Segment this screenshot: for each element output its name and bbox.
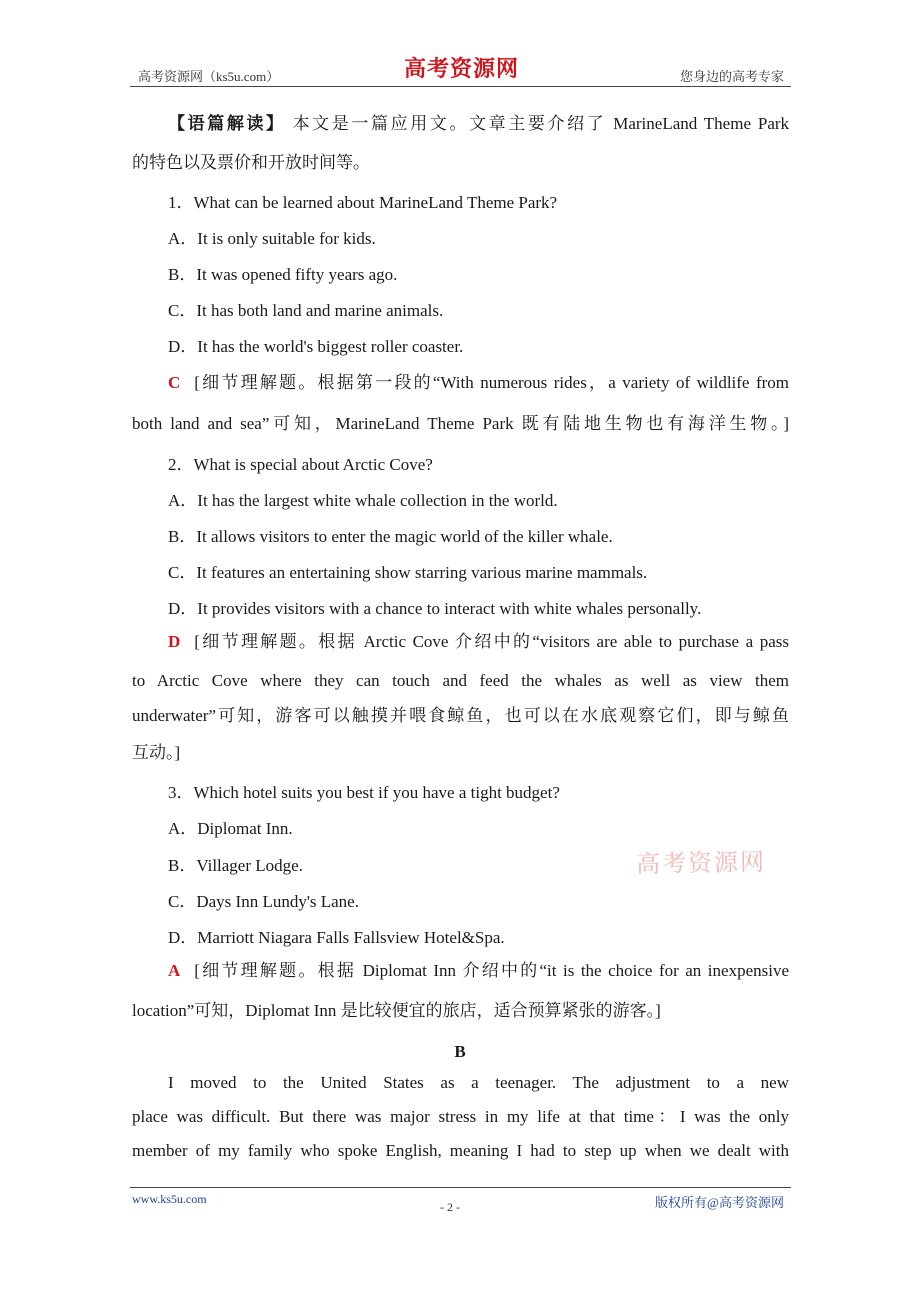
q3-option-c: C．Days Inn Lundy's Lane. bbox=[168, 892, 359, 911]
q3-option-a: A．Diplomat Inn. bbox=[168, 819, 293, 838]
section-b-title: B bbox=[454, 1042, 466, 1061]
q1-option-b: B．It was opened fifty years ago. bbox=[168, 265, 398, 284]
q2-explanation-4: 互动。] bbox=[132, 743, 181, 762]
page-number: - 2 - bbox=[440, 1200, 460, 1214]
q2-explanation-1 bbox=[168, 631, 789, 653]
header-logo: 高考资源网 bbox=[404, 56, 520, 81]
q2-answer: D bbox=[168, 632, 181, 651]
q3-option-d: D．Marriott Niagara Falls Fallsview Hotel&Spa. bbox=[168, 928, 505, 947]
q2-option-a: A．It has the largest white whale collection in the world. bbox=[168, 491, 558, 510]
q1-explanation-1 bbox=[168, 372, 789, 394]
section-b-line-3: member of my family who spoke English, meaning I had to step up when we dealt with bbox=[132, 1141, 789, 1160]
intro-line-2: 的特色以及票价和开放时间等。 bbox=[132, 153, 370, 172]
header-site-name: 高考资源网（ks5u.com） bbox=[138, 69, 280, 84]
intro-line-1 bbox=[168, 113, 789, 135]
section-b-line-1: I moved to the United States as a teenager. The adjustment to a new bbox=[168, 1073, 789, 1092]
q2-explanation-2: to Arctic Cove where they can touch and feed the whales as well as view them bbox=[132, 671, 789, 690]
q3-explanation-2: location”可知，Diplomat Inn 是比较便宜的旅店，适合预算紧张的游客。] bbox=[132, 1001, 661, 1020]
footer-copyright: 版权所有@高考资源网 bbox=[655, 1195, 784, 1210]
section-b-line-2: place was difficult. But there was major stress in my life at that time：I was the only bbox=[132, 1107, 789, 1126]
q1-answer: C bbox=[168, 373, 181, 392]
q2-explanation-3: underwater”可知，游客可以触摸并喂食鲸鱼，也可以在水底观察它们，即与鲸鱼 bbox=[132, 706, 789, 725]
intro-label: 【语篇解读】 bbox=[168, 114, 286, 133]
q2-explain-text-1: [细节理解题。根据 Arctic Cove 介绍中的“visitors are able to purchase a pass bbox=[194, 632, 789, 651]
header-slogan: 您身边的高考专家 bbox=[679, 69, 784, 84]
q3-option-b: B．Villager Lodge. bbox=[168, 856, 303, 875]
q1-explain-text-1: [细节理解题。根据第一段的“With numerous rides，a variety of wildlife from bbox=[194, 373, 789, 392]
q1-stem: 1．What can be learned about MarineLand Theme Park? bbox=[168, 193, 558, 212]
q1-option-a: A．It is only suitable for kids. bbox=[168, 229, 376, 248]
q3-stem: 3．Which hotel suits you best if you have a tight budget? bbox=[168, 783, 560, 802]
watermark: 高考资源网 bbox=[635, 849, 767, 879]
header-divider bbox=[130, 86, 791, 87]
q3-explanation-1 bbox=[168, 960, 789, 982]
q1-option-d: D．It has the world's biggest roller coaster. bbox=[168, 337, 464, 356]
q2-stem: 2．What is special about Arctic Cove? bbox=[168, 455, 433, 474]
q3-answer: A bbox=[168, 961, 181, 980]
footer-url[interactable]: www.ks5u.com bbox=[132, 1192, 207, 1206]
q2-option-c: C．It features an entertaining show starring various marine mammals. bbox=[168, 563, 648, 582]
q1-explanation-2: both land and sea”可知，MarineLand Theme Park 既有陆地生物也有海洋生物。] bbox=[132, 414, 789, 433]
footer-divider bbox=[130, 1187, 791, 1188]
q1-option-c: C．It has both land and marine animals. bbox=[168, 301, 444, 320]
q2-option-d: D．It provides visitors with a chance to interact with white whales personally. bbox=[168, 599, 702, 618]
q2-option-b: B．It allows visitors to enter the magic world of the killer whale. bbox=[168, 527, 613, 546]
q3-explain-text-1: [细节理解题。根据 Diplomat Inn 介绍中的“it is the choice for an inexpensive bbox=[194, 961, 789, 980]
intro-text-1: 本文是一篇应用文。文章主要介绍了 MarineLand Theme Park bbox=[292, 114, 790, 133]
